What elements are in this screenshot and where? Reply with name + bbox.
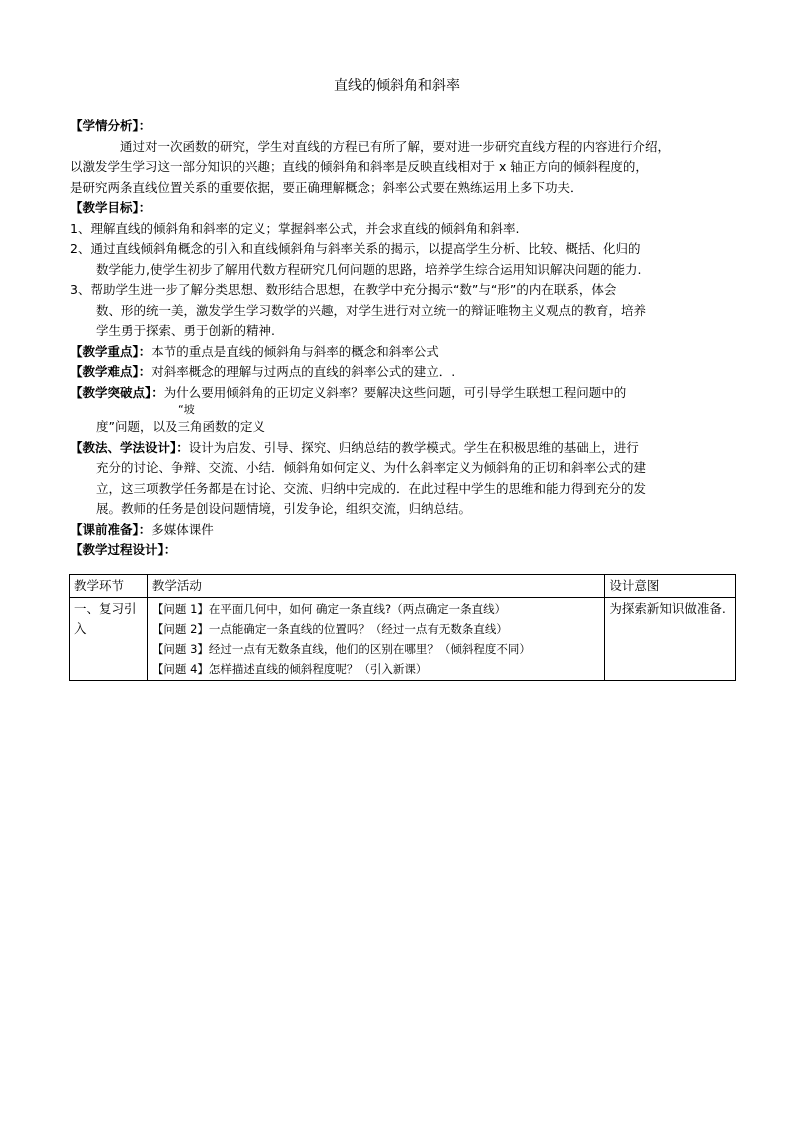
process-table xyxy=(69,574,736,681)
method-line: 设计为启发、引导、探究、归纳总结的教学模式。学生在积极思维的基础上，进行 xyxy=(188,439,639,455)
question-item: 【问题 3】经过一点有无数条直线，他们的区别在哪里？（倾斜程度不同） xyxy=(151,642,531,656)
method-line: 立，这三项教学任务都是在讨论、交流、归纳中完成的．在此过程中学生的思维和能力得到充分的发 xyxy=(96,480,647,496)
goals-heading: 【教学目标】： xyxy=(70,200,152,215)
goal-item: 3、帮助学生进一步了解分类思想、数形结合思想，在教学中充分揭示“数”与“形”的内在联系，体会 xyxy=(70,282,617,297)
breakthrough-small: “坡 xyxy=(178,403,195,416)
method xyxy=(70,438,736,459)
question-item: 【问题 1】在平面几何中，如何 确定一条直线?（两点确定一条直线） xyxy=(151,602,507,616)
difficult-points-heading: 【教学难点】： xyxy=(70,364,152,379)
preparation-heading: 【课前准备】： xyxy=(70,521,152,537)
analysis-line: 是研究两条直线位置关系的重要依据，要正确理解概念；斜率公式要在熟练运用上多下功夫． xyxy=(70,179,583,195)
breakthrough xyxy=(70,383,736,404)
goal-item: 1、理解直线的倾斜角和斜率的定义；掌握斜率公式，并会求直线的倾斜角和斜率. xyxy=(70,220,520,236)
activity-cell xyxy=(147,598,604,681)
breakthrough-text: 为什么要用倾斜角的正切定义斜率？要解决这些问题，可引导学生联想工程问题中的 xyxy=(163,384,627,400)
method-heading: 【教法、学法设计】： xyxy=(70,439,189,455)
table-row xyxy=(70,598,736,681)
goal-item-cont: 数学能力,使学生初步了解用代数方程研究几何问题的思路，培养学生综合运用知识解决问题的能力. xyxy=(96,261,642,277)
method-line: 展。教师的任务是创设问题情境，引发争论，组织交流，归纳总结。 xyxy=(96,501,472,516)
question-item: 【问题 2】一点能确定一条直线的位置吗？（经过一点有无数条直线） xyxy=(151,622,508,636)
table-header-cell: 设计意图 xyxy=(605,575,736,598)
key-points-heading: 【教学重点】： xyxy=(70,343,152,359)
intent-cell: 为探索新知识做准备. xyxy=(605,598,736,681)
goal-item-cont: 数、形的统一美，激发学生学习数学的兴趣，对学生进行对立统一的辩证唯物主义观点的教育，培养 xyxy=(96,302,647,318)
difficult-points-text: 对斜率概念的理解与过两点的直线的斜率公式的建立．. xyxy=(151,364,456,379)
stage-cell: 一、复习引入 xyxy=(70,598,148,681)
breakthrough-cont: 度”问题，以及三角函数的定义 xyxy=(96,419,265,434)
page-title: 直线的倾斜角和斜率 xyxy=(334,78,460,94)
preparation-text: 多媒体课件 xyxy=(151,521,214,537)
method-line: 充分的讨论、争辩、交流、小结．倾斜角如何定义、为什么斜率定义为倾斜角的正切和斜率公式的建 xyxy=(96,460,647,475)
table-header-cell: 教学环节 xyxy=(70,575,148,598)
analysis-line: 以激发学生学习这一部分知识的兴趣；直线的倾斜角和斜率是反映直线相对于 x 轴正方向的倾斜程度的， xyxy=(70,159,648,174)
document-body xyxy=(70,116,736,561)
key-points xyxy=(70,342,736,363)
table-header-cell: 教学活动 xyxy=(147,575,604,598)
breakthrough-heading: 【教学突破点】： xyxy=(70,384,164,400)
analysis-line: 通过对一次函数的研究，学生对直线的方程已有所了解，要对进一步研究直线方程的内容进行介绍， xyxy=(120,138,671,154)
process-heading: 【教学过程设计】： xyxy=(70,542,177,557)
table-header-row xyxy=(70,575,736,598)
difficult-points xyxy=(70,362,736,383)
preparation xyxy=(70,520,736,541)
question-item: 【问题 4】怎样描述直线的倾斜程度呢？（引入新课） xyxy=(151,662,428,676)
goal-item-cont: 学生勇于探索、勇于创新的精神. xyxy=(96,323,275,338)
goal-item: 2、通过直线倾斜角概念的引入和直线倾斜角与斜率关系的揭示，以提高学生分析、比较、概括、化归的 xyxy=(70,241,641,256)
analysis-heading: 【学情分析】： xyxy=(70,118,152,133)
key-points-text: 本节的重点是直线的倾斜角与斜率的概念和斜率公式 xyxy=(151,343,439,359)
